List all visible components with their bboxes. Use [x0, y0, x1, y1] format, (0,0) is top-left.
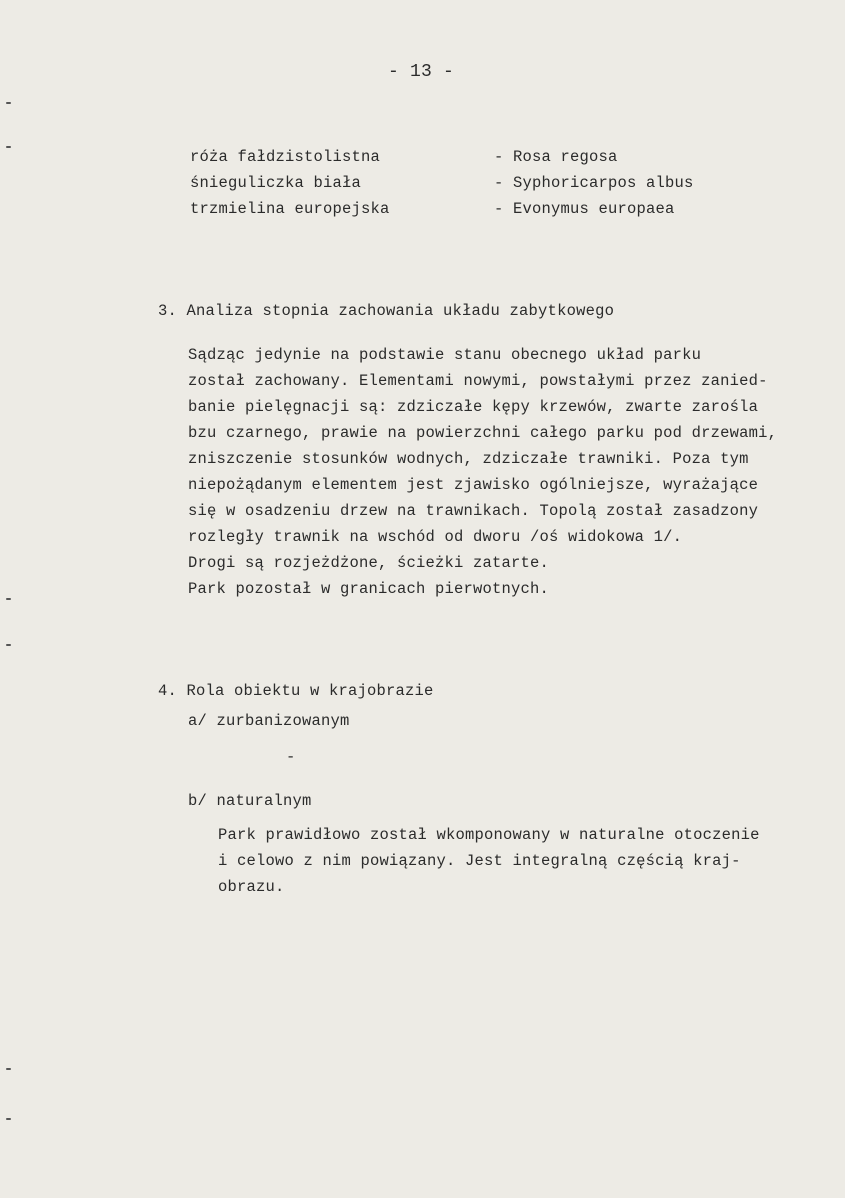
section-4-heading: 4. Rola obiektu w krajobrazie: [158, 682, 434, 700]
section-3-line-6: niepożądanym elementem jest zjawisko ogólniejsze, wyrażające: [188, 476, 759, 494]
section-3-line-9: Drogi są rozjeżdżone, ścieżki zatarte.: [188, 554, 550, 572]
species-polish-1: róża fałdzistolistna: [190, 148, 381, 166]
species-latin-1: - Rosa regosa: [494, 148, 618, 166]
section-3-heading: 3. Analiza stopnia zachowania układu zabytkowego: [158, 302, 615, 320]
section-3-line-7: się w osadzeniu drzew na trawnikach. Topolą został zasadzony: [188, 502, 759, 520]
page-number: - 13 -: [388, 62, 455, 82]
margin-mark: [6, 102, 11, 104]
margin-mark: [6, 598, 11, 600]
section-4-a-value: -: [286, 748, 296, 766]
species-latin-3: - Evonymus europaea: [494, 200, 675, 218]
section-3-line-3: banie pielęgnacji są: zdziczałe kępy krzewów, zwarte zarośla: [188, 398, 759, 416]
section-3-line-8: rozległy trawnik na wschód od dworu /oś widokowa 1/.: [188, 528, 683, 546]
species-latin-2: - Syphoricarpos albus: [494, 174, 694, 192]
margin-mark: [6, 1118, 11, 1120]
section-3-line-4: bzu czarnego, prawie na powierzchni całego parku pod drzewami,: [188, 424, 778, 442]
section-4-b-line-1: Park prawidłowo został wkomponowany w naturalne otoczenie: [218, 826, 760, 844]
section-3-line-10: Park pozostał w granicach pierwotnych.: [188, 580, 550, 598]
margin-mark: [6, 146, 11, 148]
margin-mark: [6, 1068, 11, 1070]
section-3-line-2: został zachowany. Elementami nowymi, powstałymi przez zanied-: [188, 372, 768, 390]
section-3-line-5: zniszczenie stosunków wodnych, zdziczałe trawniki. Poza tym: [188, 450, 749, 468]
section-4-b-line-2: i celowo z nim powiązany. Jest integralną częścią kraj-: [218, 852, 741, 870]
species-polish-3: trzmielina europejska: [190, 200, 390, 218]
section-4-b-label: b/ naturalnym: [188, 792, 312, 810]
section-4-a-label: a/ zurbanizowanym: [188, 712, 350, 730]
margin-mark: [6, 644, 11, 646]
section-4-b-line-3: obrazu.: [218, 878, 285, 896]
species-polish-2: śnieguliczka biała: [190, 174, 362, 192]
section-3-line-1: Sądząc jedynie na podstawie stanu obecnego układ parku: [188, 346, 702, 364]
